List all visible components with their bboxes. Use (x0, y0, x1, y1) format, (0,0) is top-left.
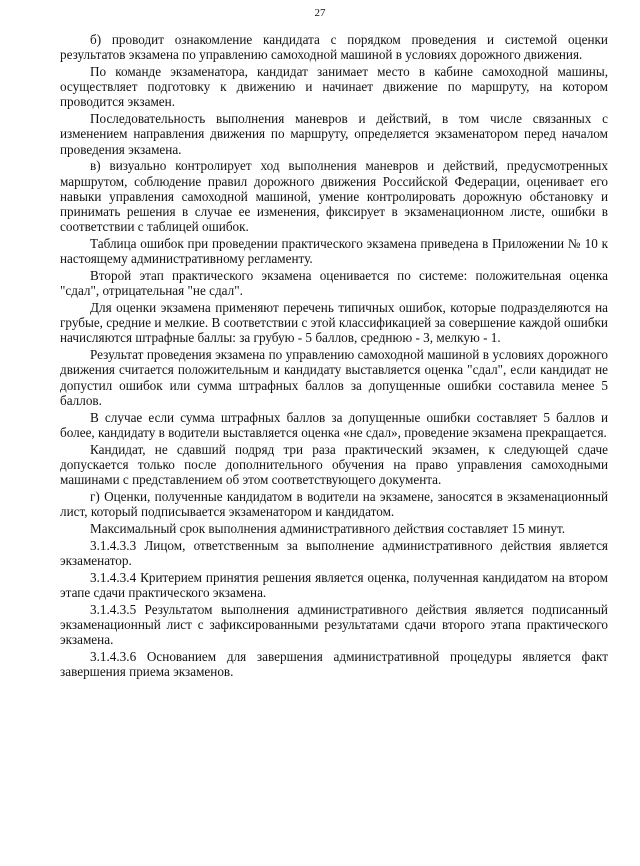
document-body (60, 32, 608, 681)
paragraph: Максимальный срок выполнения административного действия составляет 15 минут. (90, 520, 566, 536)
paragraph: В случае если сумма штрафных баллов за допущенные ошибки составляет 5 баллов и более, кандидату в водители выставляется оценка «не сдал», проведение экзамена прекращается. (60, 409, 608, 440)
paragraph: Кандидат, не сдавший подряд три раза практический экзамен, к следующей сдаче допускается только после дополнительного обучения на право управления самоходными машинами с представлением об этом соответствующего документа. (60, 441, 608, 488)
paragraph: 3.1.4.3.6 Основанием для завершения административной процедуры является факт завершения приема экзаменов. (60, 648, 608, 680)
paragraph: 3.1.4.3.3 Лицом, ответственным за выполнение административного действия является экзаменатор. (60, 537, 608, 568)
paragraph: Последовательность выполнения маневров и действий, в том числе связанных с изменением направления движения по маршруту, определяется экзаменатором перед началом проведения экзамена. (60, 111, 608, 157)
paragraph: Таблица ошибок при проведении практического экзамена приведена в Приложении № 10 к настоящему административному регламенту. (60, 236, 608, 267)
paragraph: Второй этап практического экзамена оценивается по системе: положительная оценка "сдал", отрицательная "не сдал". (60, 268, 608, 299)
paragraph: Для оценки экзамена применяют перечень типичных ошибок, которые подразделяются на грубые, средние и мелкие. В соответствии с этой классификацией за совершение каждой ошибки начисляются штрафные баллы: за грубую - 5 баллов, среднюю - 3, мелкую - 1. (60, 300, 608, 346)
page-number: 27 (314, 7, 326, 19)
paragraph: 3.1.4.3.5 Результатом выполнения административного действия является подписанный экзаменационный лист с зафиксированными результатами сдачи второго этапа практического экзамена. (60, 601, 608, 648)
paragraph: в) визуально контролирует ход выполнения маневров и действий, предусмотренных маршрутом, соблюдение правил дорожного движения Российской Федерации, оценивает его навыки управления самоходной машиной, умение контролировать дорожную обстановку и принимать решения в случае ее изменения, фиксирует в экзаменационном листе, ошибки в соответствии с таблицей ошибок. (60, 158, 608, 235)
paragraph: 3.1.4.3.4 Критерием принятия решения является оценка, полученная кандидатом на втором этапе сдачи практического экзамена. (60, 569, 608, 600)
paragraph: г) Оценки, полученные кандидатом в водители на экзамене, заносятся в экзаменационный лист, который подписывается экзаменатором и кандидатом. (60, 488, 608, 520)
paragraph: Результат проведения экзамена по управлению самоходной машиной в условиях дорожного движения считается положительным и кандидату выставляется оценка "сдал", если кандидат не допустил ошибок или сумма штрафных баллов за допущенные ошибки составила менее 5 баллов. (60, 347, 608, 408)
paragraph: По команде экзаменатора, кандидат занимает место в кабине самоходной машины, осуществляет подготовку к движению и начинает движение по маршруту, на котором проводится экзамен. (60, 64, 608, 110)
paragraph: б) проводит ознакомление кандидата с порядком проведения и системой оценки результатов экзамена по управлению самоходной машиной в условиях дорожного движения. (60, 32, 608, 63)
